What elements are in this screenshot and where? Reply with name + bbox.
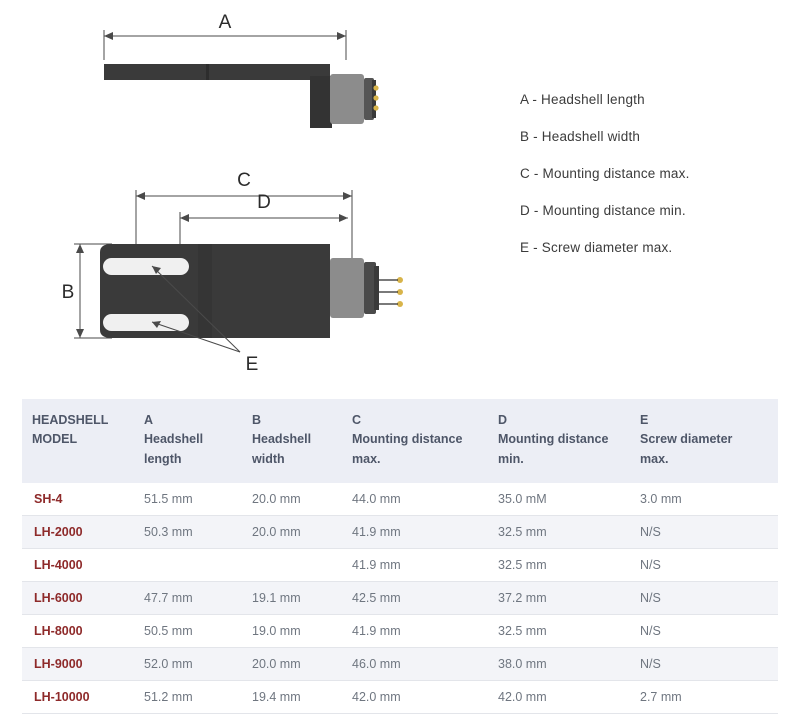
column-header-d-letter: D — [498, 413, 508, 427]
column-header-a — [134, 399, 242, 483]
cell-d: 37.2 mm — [488, 582, 630, 615]
cell-e: N/S — [630, 582, 778, 615]
column-header-b-letter: B — [252, 413, 262, 427]
cell-c: 42.0 mm — [342, 681, 488, 714]
column-header-c-line1: Mounting distance — [352, 432, 463, 447]
top-view-drawing — [104, 12, 379, 128]
cell-c: 46.0 mm — [342, 648, 488, 681]
cell-e: 2.7 mm — [630, 681, 778, 714]
column-header-b-line1: Headshell — [252, 432, 312, 447]
cell-b: 19.1 mm — [242, 582, 342, 615]
cell-model: LH-8000 — [22, 615, 134, 648]
column-header-a-letter: A — [144, 413, 154, 427]
column-header-b — [242, 399, 342, 483]
cell-d: 32.5 mm — [488, 549, 630, 582]
column-header-d — [488, 399, 630, 483]
table-row — [22, 516, 778, 549]
legend-item-c: C - Mounting distance max. — [520, 166, 690, 181]
column-header-e-letter: E — [640, 413, 649, 427]
cell-model: LH-4000 — [22, 549, 134, 582]
cell-e: N/S — [630, 549, 778, 582]
cell-d: 35.0 mM — [488, 483, 630, 516]
cell-d: 38.0 mm — [488, 648, 630, 681]
headshell-spec-table — [22, 399, 778, 714]
table-row — [22, 681, 778, 714]
cell-e: N/S — [630, 615, 778, 648]
cell-a: 50.3 mm — [134, 516, 242, 549]
cell-model: LH-6000 — [22, 582, 134, 615]
table-row — [22, 648, 778, 681]
cell-b: 20.0 mm — [242, 483, 342, 516]
cell-a: 51.5 mm — [134, 483, 242, 516]
cell-a — [134, 549, 242, 582]
cell-c: 41.9 mm — [342, 549, 488, 582]
cell-c: 41.9 mm — [342, 516, 488, 549]
cell-model: LH-2000 — [22, 516, 134, 549]
cell-a: 52.0 mm — [134, 648, 242, 681]
cell-c: 44.0 mm — [342, 483, 488, 516]
dimension-label-a: A — [218, 12, 232, 33]
column-header-b-line2: width — [252, 451, 285, 466]
dimension-label-c: C — [237, 170, 251, 191]
cell-model: SH-4 — [22, 483, 134, 516]
column-header-model — [22, 399, 134, 483]
cell-c: 42.5 mm — [342, 582, 488, 615]
dimension-label-d: D — [257, 192, 271, 213]
cell-a: 47.7 mm — [134, 582, 242, 615]
cell-b: 19.4 mm — [242, 681, 342, 714]
column-header-model-line1: HEADSHELL — [32, 413, 109, 427]
cell-d: 42.0 mm — [488, 681, 630, 714]
legend-item-b: B - Headshell width — [520, 129, 641, 144]
cell-c: 41.9 mm — [342, 615, 488, 648]
legend-item-a: A - Headshell length — [520, 92, 645, 107]
cell-b: 19.0 mm — [242, 615, 342, 648]
column-header-c — [342, 399, 488, 483]
dimension-label-b: B — [61, 282, 75, 303]
column-header-a-line1: Headshell — [144, 432, 204, 447]
cell-e: N/S — [630, 648, 778, 681]
cell-a: 50.5 mm — [134, 615, 242, 648]
column-header-c-line2: max. — [352, 451, 381, 466]
table-row — [22, 549, 778, 582]
bottom-view-drawing — [62, 170, 403, 375]
column-header-e — [630, 399, 778, 483]
column-header-a-line2: length — [144, 451, 182, 466]
column-header-c-letter: C — [352, 413, 362, 427]
cell-e: 3.0 mm — [630, 483, 778, 516]
legend — [520, 92, 790, 277]
cell-model: LH-9000 — [22, 648, 134, 681]
column-header-model-line2: MODEL — [32, 432, 78, 447]
cell-d: 32.5 mm — [488, 615, 630, 648]
table-row — [22, 615, 778, 648]
column-header-d-line1: Mounting distance — [498, 432, 609, 447]
legend-item-d: D - Mounting distance min. — [520, 203, 686, 218]
table-header-row — [22, 399, 778, 483]
column-header-e-line2: max. — [640, 451, 669, 466]
cell-b: 20.0 mm — [242, 648, 342, 681]
cell-b: 20.0 mm — [242, 516, 342, 549]
legend-item-e: E - Screw diameter max. — [520, 240, 673, 255]
table-row — [22, 483, 778, 516]
cell-model: LH-10000 — [22, 681, 134, 714]
table-row — [22, 582, 778, 615]
cell-b — [242, 549, 342, 582]
dimension-label-e: E — [245, 354, 259, 375]
cell-d: 32.5 mm — [488, 516, 630, 549]
cell-a: 51.2 mm — [134, 681, 242, 714]
column-header-e-line1: Screw diameter — [640, 432, 733, 447]
cell-e: N/S — [630, 516, 778, 549]
column-header-d-line2: min. — [498, 451, 524, 466]
